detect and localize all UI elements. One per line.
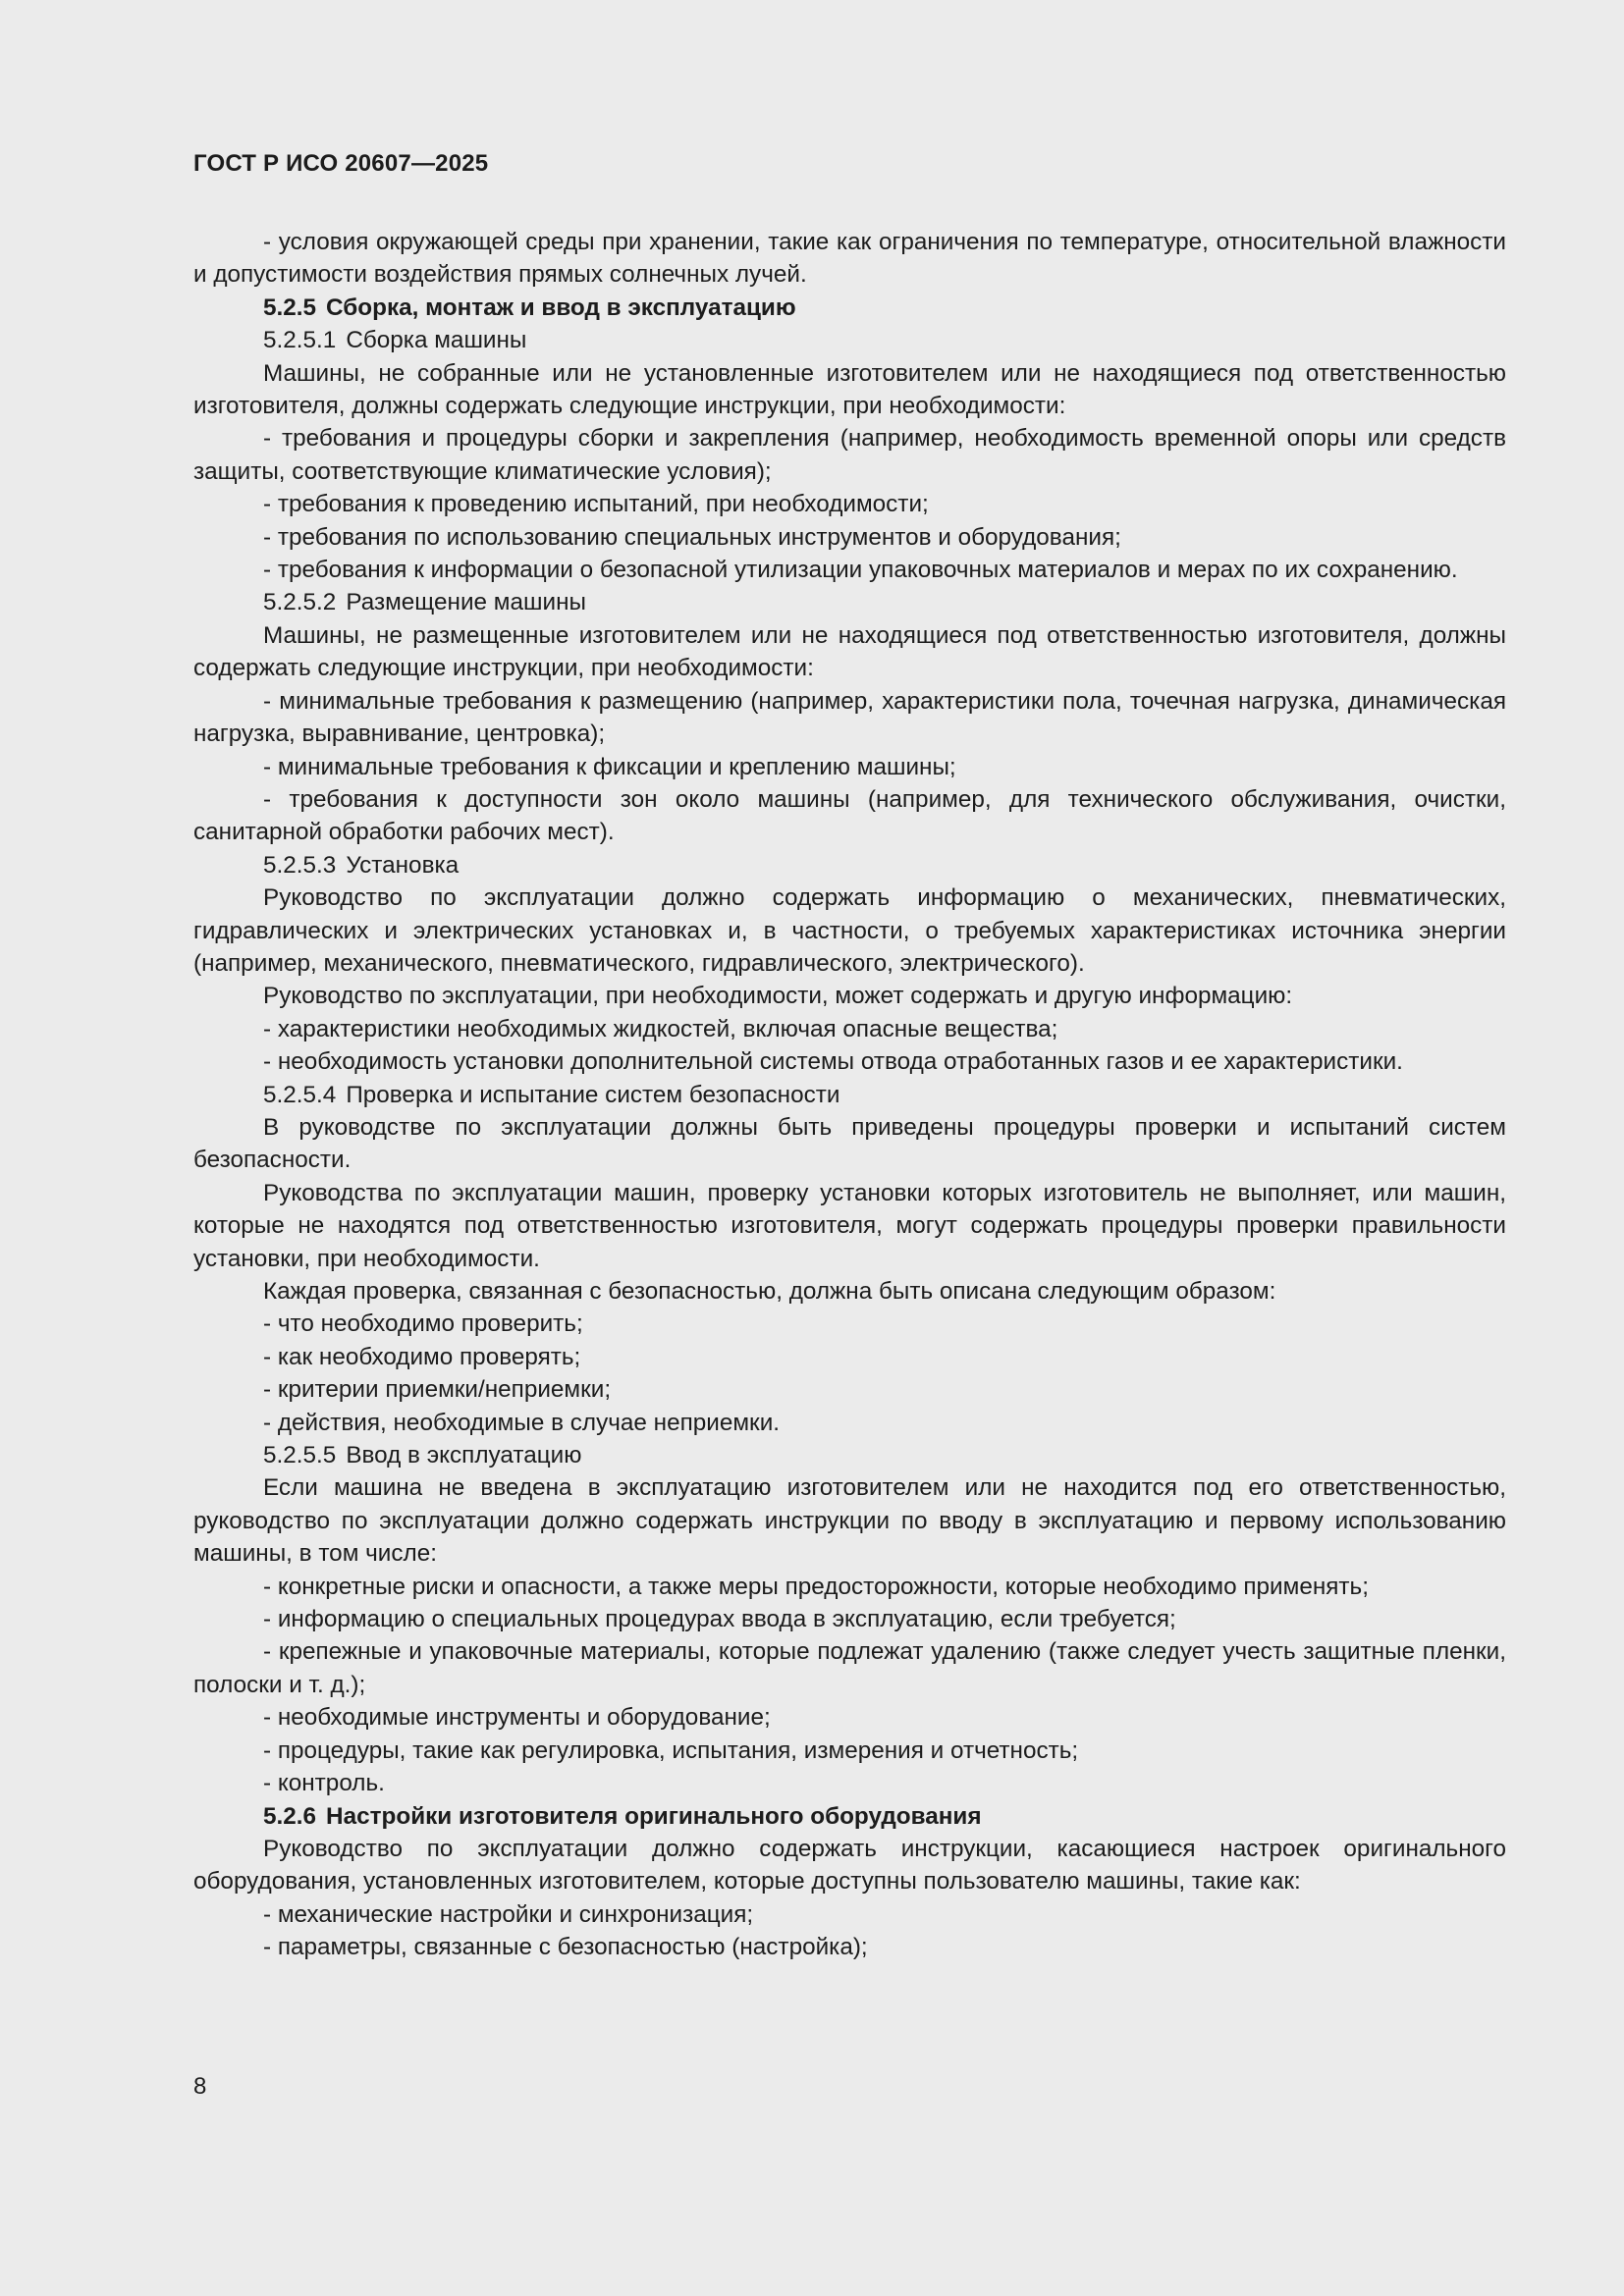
paragraph: Руководство по эксплуатации должно содержать информацию о механических, пневматических, гидравлических и электрических установках и, в частности, о требуемых характеристиках источника энергии (например, механического, пневматического, гидравлического, электрического). (193, 884, 1506, 977)
page-number: 8 (193, 2073, 207, 2100)
section-heading (193, 849, 1506, 881)
document-body (193, 226, 1506, 1964)
list-item: - требования к проведению испытаний, при необходимости; (263, 491, 929, 518)
list-item: - крепежные и упаковочные материалы, которые подлежат удалению (также следует учесть защитные пленки, полоски и т. д.); (193, 1638, 1506, 1698)
list-item: - минимальные требования к размещению (например, характеристики пола, точечная нагрузка, динамическая нагрузка, выравнивание, центровка); (193, 687, 1506, 748)
paragraph: Машины, не собранные или не установленные изготовителем или не находящиеся под ответственностью изготовителя, должны содержать следующие инструкции, при необходимости: (193, 359, 1506, 420)
section-heading (193, 586, 1506, 618)
list-item: - требования по использованию специальных инструментов и оборудования; (263, 523, 1121, 551)
paragraph: Руководство по эксплуатации должно содержать инструкции, касающиеся настроек оригинального оборудования, установленных изготовителем, которые доступны пользователю машины, такие как: (193, 1835, 1506, 1896)
list-item: - условия окружающей среды при хранении, такие как ограничения по температуре, относительной влажности и допустимости воздействия прямых солнечных лучей. (193, 229, 1506, 289)
section-number: 5.2.6 (263, 1802, 317, 1830)
paragraph: Машины, не размещенные изготовителем или не находящиеся под ответственностью изготовителя, должны содержать следующие инструкции, при необходимости: (193, 621, 1506, 682)
section-number: 5.2.5.2 (263, 589, 337, 616)
list-item: - требования к доступности зон около машины (например, для технического обслуживания, очистки, санитарной обработки рабочих мест). (193, 785, 1506, 846)
section-number: 5.2.5.3 (263, 851, 337, 879)
section-heading (193, 1439, 1506, 1471)
section-title: Настройки изготовителя оригинального оборудования (326, 1802, 982, 1830)
section-heading (193, 324, 1506, 356)
section-title: Сборка машины (346, 327, 527, 354)
list-item: - что необходимо проверить; (263, 1310, 583, 1338)
list-item: - как необходимо проверять; (263, 1343, 581, 1370)
section-number: 5.2.5 (263, 294, 317, 321)
list-item: - требования и процедуры сборки и закрепления (например, необходимость временной опоры или средств защиты, соответствующие климатические условия); (193, 425, 1506, 485)
paragraph: Каждая проверка, связанная с безопасностью, должна быть описана следующим образом: (263, 1278, 1276, 1305)
list-item: - конкретные риски и опасности, а также меры предосторожности, которые необходимо применять; (263, 1573, 1369, 1600)
list-item: - процедуры, такие как регулировка, испытания, измерения и отчетность; (263, 1736, 1079, 1764)
paragraph: Если машина не введена в эксплуатацию изготовителем или не находится под его ответственностью, руководство по эксплуатации должно содержать инструкции по вводу в эксплуатацию и первому использованию машины, в том числе: (193, 1474, 1506, 1568)
section-number: 5.2.5.5 (263, 1442, 337, 1469)
paragraph: Руководства по эксплуатации машин, проверку установки которых изготовитель не выполняет, или машин, которые не находятся под ответственностью изготовителя, могут содержать процедуры проверки правильности установки, при необходимости. (193, 1179, 1506, 1272)
section-title: Проверка и испытание систем безопасности (346, 1081, 840, 1108)
paragraph: В руководстве по эксплуатации должны быть приведены процедуры проверки и испытаний систем безопасности. (193, 1113, 1506, 1174)
section-title: Сборка, монтаж и ввод в эксплуатацию (326, 294, 796, 321)
list-item: - требования к информации о безопасной утилизации упаковочных материалов и мерах по их сохранению. (263, 557, 1458, 584)
list-item: - критерии приемки/неприемки; (263, 1376, 612, 1404)
section-heading (193, 1800, 1506, 1833)
list-item: - параметры, связанные с безопасностью (настройка); (263, 1934, 868, 1961)
list-item: - механические настройки и синхронизация; (263, 1900, 754, 1928)
section-heading (193, 1079, 1506, 1111)
list-item: - действия, необходимые в случае неприемки. (263, 1409, 781, 1436)
list-item: - минимальные требования к фиксации и креплению машины; (263, 753, 956, 780)
section-number: 5.2.5.4 (263, 1081, 337, 1108)
list-item: - информацию о специальных процедурах ввода в эксплуатацию, если требуется; (263, 1606, 1176, 1633)
section-title: Установка (346, 851, 460, 879)
section-title: Ввод в эксплуатацию (346, 1442, 582, 1469)
list-item: - характеристики необходимых жидкостей, включая опасные вещества; (263, 1015, 1058, 1042)
section-number: 5.2.5.1 (263, 327, 337, 354)
list-item: - контроль. (263, 1770, 385, 1797)
document-header: ГОСТ Р ИСО 20607—2025 (193, 150, 489, 177)
section-heading (193, 292, 1506, 324)
section-title: Размещение машины (346, 589, 586, 616)
list-item: - необходимые инструменты и оборудование; (263, 1704, 771, 1732)
paragraph: Руководство по эксплуатации, при необходимости, может содержать и другую информацию: (263, 983, 1293, 1010)
list-item: - необходимость установки дополнительной системы отвода отработанных газов и ее характеристики. (263, 1048, 1403, 1076)
